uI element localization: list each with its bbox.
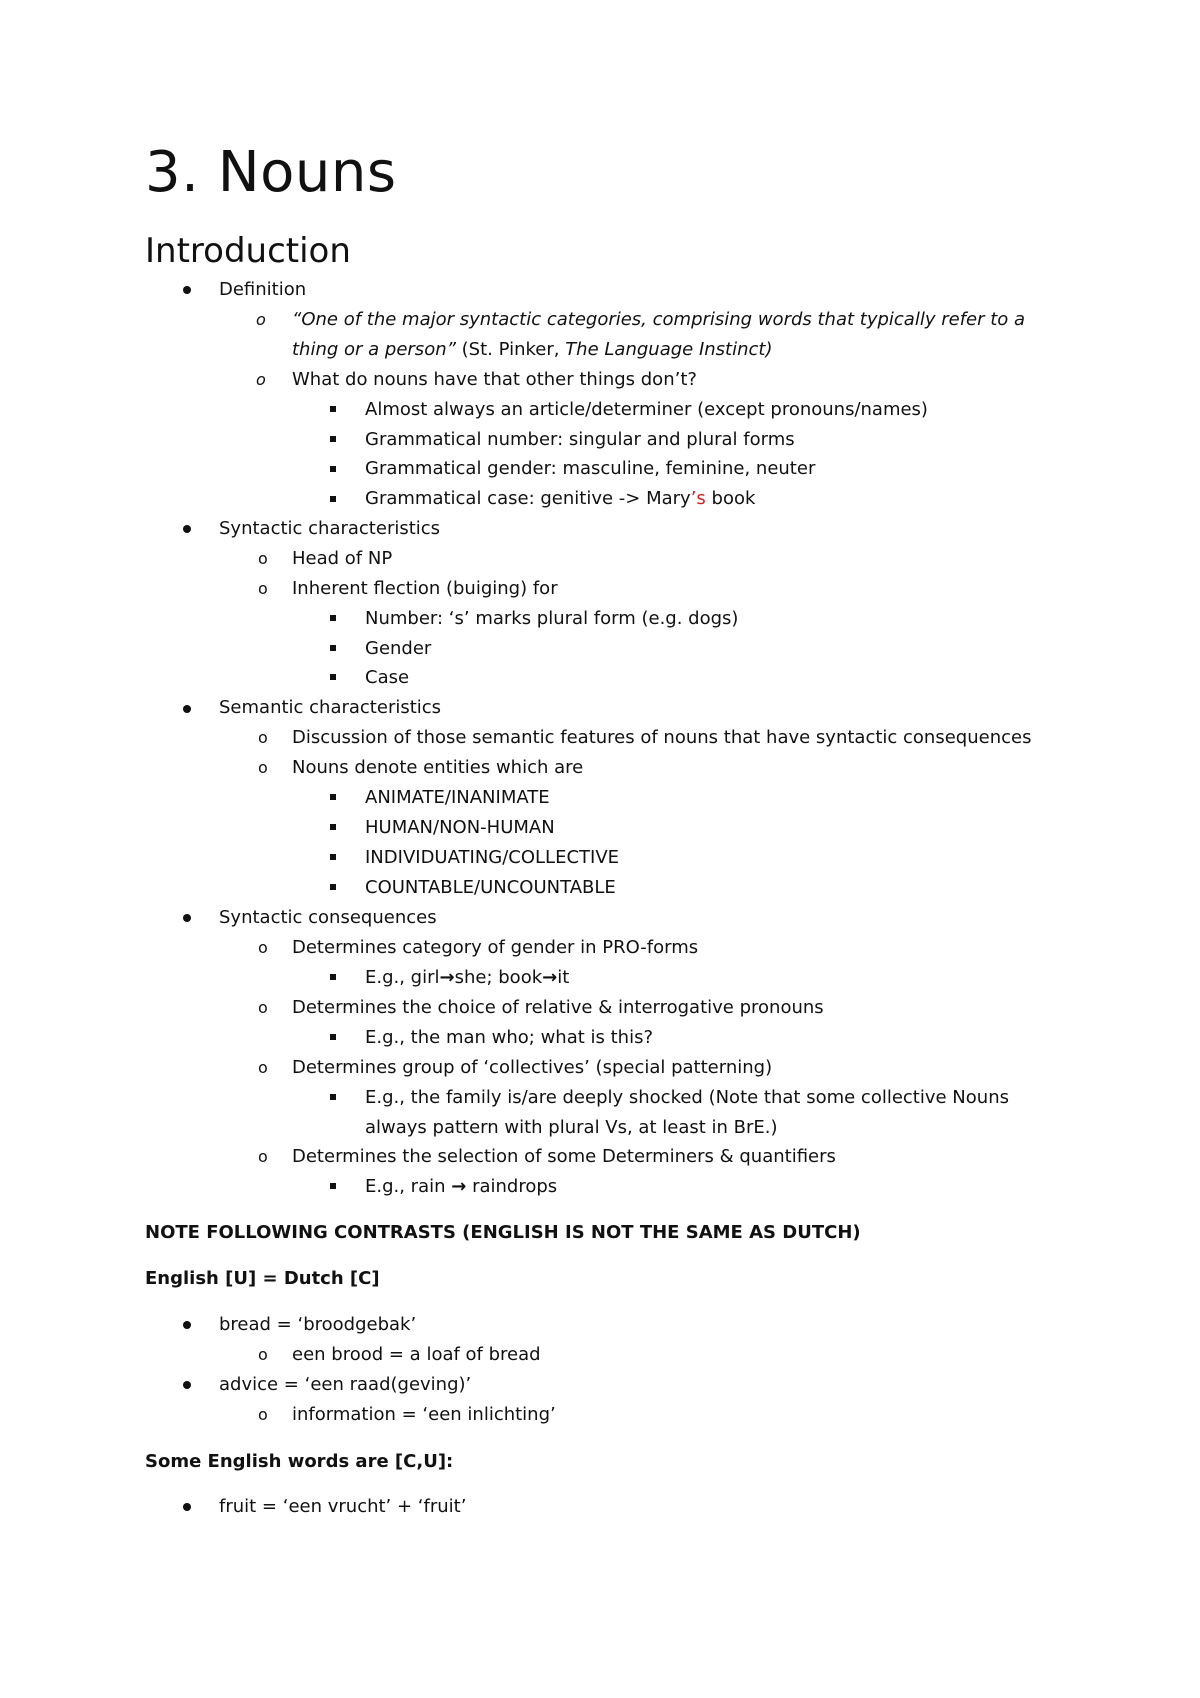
definition-question: What do nouns have that other things don’t? [292, 369, 697, 390]
bullet-square [330, 794, 336, 800]
list-item: Almost always an article/determiner (except pronouns/names) [365, 399, 928, 420]
page-title: 3. Nouns [145, 140, 397, 205]
list-item: COUNTABLE/UNCOUNTABLE [365, 877, 616, 898]
list-item: INDIVIDUATING/COLLECTIVE [365, 847, 620, 868]
section-heading-english-cu: Some English words are [C,U]: [145, 1451, 454, 1472]
list-item: Determines the choice of relative & interrogative pronouns [292, 997, 824, 1018]
bullet-o: o [258, 1405, 268, 1424]
definition-quote-line2: thing or a person” (St. Pinker, The Language Instinct) [292, 339, 773, 360]
bullet-square [330, 974, 336, 980]
list-item-determiners-example: E.g., rain → raindrops [365, 1176, 558, 1197]
arrow-right-icon: → [439, 967, 455, 988]
bullet-o: o [256, 370, 266, 389]
note-heading: NOTE FOLLOWING CONTRASTS (ENGLISH IS NOT THE SAME AS DUTCH) [145, 1222, 861, 1243]
list-item: Nouns denote entities which are [292, 757, 584, 778]
list-item: een brood = a loaf of bread [292, 1344, 541, 1365]
bullet-o: o [258, 1345, 268, 1364]
bullet-square [330, 1183, 336, 1189]
bullet-o: o [258, 758, 268, 777]
list-item-semantic-characteristics: Semantic characteristics [219, 697, 442, 718]
arrow-right-icon: → [542, 967, 558, 988]
bullet-square [330, 854, 336, 860]
list-item: Grammatical gender: masculine, feminine, neuter [365, 458, 816, 479]
bullet-o: o [258, 1058, 268, 1077]
list-item: E.g., the man who; what is this? [365, 1027, 654, 1048]
bullet-dot [183, 525, 191, 533]
list-item: ANIMATE/INANIMATE [365, 787, 550, 808]
bullet-o: o [258, 549, 268, 568]
bullet-square [330, 615, 336, 621]
list-item-gender-example: E.g., girl→she; book→it [365, 967, 570, 988]
bullet-o: o [258, 938, 268, 957]
list-item: Case [365, 667, 410, 688]
list-item: information = ‘een inlichting’ [292, 1404, 556, 1425]
list-item-definition: Definition [219, 279, 307, 300]
list-item-syntactic-consequences: Syntactic consequences [219, 907, 437, 928]
list-item: Determines group of ‘collectives’ (special patterning) [292, 1057, 773, 1078]
bullet-o: o [258, 1147, 268, 1166]
list-item: advice = ‘een raad(geving)’ [219, 1374, 472, 1395]
bullet-o: o [258, 728, 268, 747]
list-item-syntactic-characteristics: Syntactic characteristics [219, 518, 441, 539]
list-item: Determines category of gender in PRO-forms [292, 937, 699, 958]
list-item: E.g., the family is/are deeply shocked (Note that some collective Nouns [365, 1087, 1009, 1108]
bullet-dot [183, 705, 191, 713]
bullet-o: o [258, 998, 268, 1017]
list-item: HUMAN/NON-HUMAN [365, 817, 555, 838]
list-item: Gender [365, 638, 432, 659]
list-item: Determines the selection of some Determiners & quantifiers [292, 1146, 836, 1167]
bullet-dot [183, 1503, 191, 1511]
list-item: Inherent flection (buiging) for [292, 578, 558, 599]
bullet-square [330, 674, 336, 680]
list-item: Number: ‘s’ marks plural form (e.g. dogs) [365, 608, 739, 629]
bullet-square [330, 406, 336, 412]
genitive-marker: ’s [690, 488, 706, 509]
bullet-dot [183, 1381, 191, 1389]
bullet-square [330, 1034, 336, 1040]
list-item: Discussion of those semantic features of nouns that have syntactic consequences [292, 727, 1032, 748]
bullet-square [330, 824, 336, 830]
bullet-dot [183, 914, 191, 922]
bullet-square [330, 436, 336, 442]
list-item: bread = ‘broodgebak’ [219, 1314, 417, 1335]
list-item-continuation: always pattern with plural Vs, at least in BrE.) [365, 1117, 778, 1138]
bullet-square [330, 645, 336, 651]
bullet-square [330, 496, 336, 502]
list-item-genitive: Grammatical case: genitive -> Mary’s book [365, 488, 756, 509]
bullet-square [330, 1094, 336, 1100]
arrow-right-icon: → [451, 1176, 467, 1197]
section-heading-introduction: Introduction [145, 231, 351, 271]
bullet-o: o [258, 579, 268, 598]
bullet-dot [183, 1321, 191, 1329]
list-item: Grammatical number: singular and plural forms [365, 429, 795, 450]
section-heading-english-u-dutch-c: English [U] = Dutch [C] [145, 1268, 380, 1289]
definition-quote-line1: “One of the major syntactic categories, comprising words that typically refer to a [292, 309, 1026, 330]
list-item: fruit = ‘een vrucht’ + ‘fruit’ [219, 1496, 467, 1517]
bullet-dot [183, 286, 191, 294]
bullet-o: o [256, 310, 266, 329]
bullet-square [330, 884, 336, 890]
list-item: Head of NP [292, 548, 393, 569]
bullet-square [330, 466, 336, 472]
